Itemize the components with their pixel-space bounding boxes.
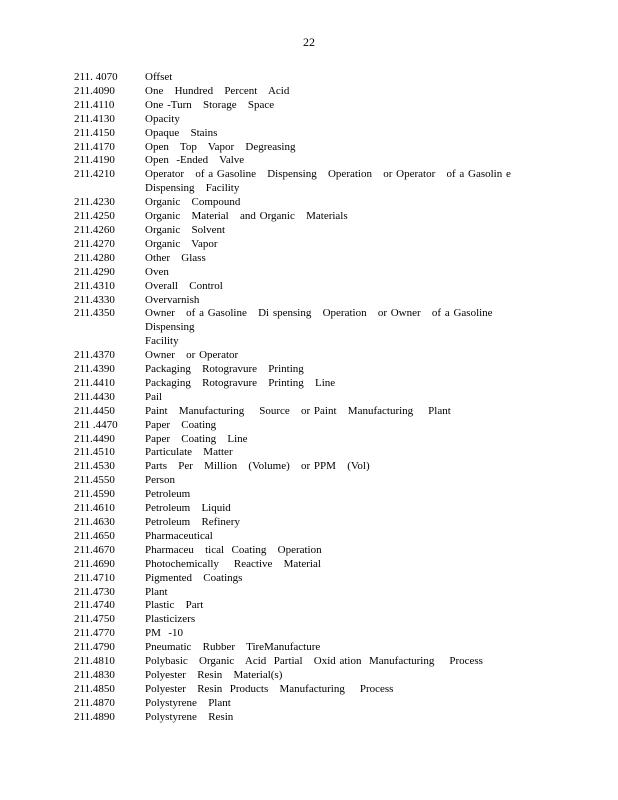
section-title <box>145 405 544 419</box>
section-row <box>74 349 544 363</box>
section-title-line: Plant <box>145 585 168 598</box>
section-number: 211.4870 <box>74 696 115 709</box>
section-row <box>74 405 544 419</box>
section-row <box>74 544 544 558</box>
section-title-line: Polyester Resin Products Manufacturing Process <box>145 682 394 695</box>
section-row <box>74 266 544 280</box>
section-title <box>145 641 544 655</box>
section-title-line: Dispensing Facility <box>145 182 240 195</box>
section-row <box>74 280 544 294</box>
section-number: 211.4110 <box>74 98 115 111</box>
section-number: 211 .4470 <box>74 418 118 431</box>
section-title <box>145 377 544 391</box>
section-title-line: Organic Compound <box>145 196 241 209</box>
section-row <box>74 627 544 641</box>
section-title-line: Overall Control <box>145 279 223 292</box>
section-row <box>74 599 544 613</box>
section-number: 211.4450 <box>74 404 115 417</box>
section-number: 211.4740 <box>74 599 115 612</box>
section-title <box>145 391 544 405</box>
section-row <box>74 460 544 474</box>
section-number: 211.4510 <box>74 446 115 459</box>
section-title <box>145 683 544 697</box>
section-number: 211.4710 <box>74 571 115 584</box>
section-title-line: Owner or Operator <box>145 349 239 362</box>
section-row <box>74 196 544 210</box>
section-title-line: Pneumatic Rubber TireManufacture <box>145 641 321 654</box>
section-row <box>74 641 544 655</box>
section-title <box>145 446 544 460</box>
section-title <box>145 224 544 238</box>
section-title-line: Operator of a Gasoline Dispensing Operation or Operator of a Gasolin e <box>145 168 511 181</box>
section-title-line: Packaging Rotogravure Printing <box>145 363 304 376</box>
section-number: 211.4210 <box>74 168 115 181</box>
section-number: 211.4130 <box>74 112 115 125</box>
section-title <box>145 460 544 474</box>
section-title-line: Pigmented Coatings <box>145 571 243 584</box>
section-number: 211.4270 <box>74 237 115 250</box>
section-title-line: Plasticizers <box>145 613 196 626</box>
section-title <box>145 419 544 433</box>
section-title <box>145 627 544 641</box>
section-row <box>74 419 544 433</box>
section-title <box>145 307 544 349</box>
section-title-line: Organic Solvent <box>145 223 226 236</box>
section-title-line: Petroleum Refinery <box>145 516 240 528</box>
section-number: 211.4630 <box>74 516 115 528</box>
section-number: 211.4550 <box>74 474 115 487</box>
section-row <box>74 711 544 725</box>
section-title <box>145 127 544 141</box>
section-title <box>145 544 544 558</box>
section-row <box>74 391 544 405</box>
section-title-line: Other Glass <box>145 251 206 264</box>
section-number: 211.4750 <box>74 613 115 626</box>
section-row <box>74 446 544 460</box>
section-title <box>145 71 544 85</box>
section-title <box>145 697 544 711</box>
section-title <box>145 154 544 168</box>
section-row <box>74 669 544 683</box>
section-number: 211.4090 <box>74 84 115 97</box>
section-title-line: Pharmaceutical <box>145 529 213 542</box>
section-title <box>145 196 544 210</box>
section-title <box>145 586 544 600</box>
section-title <box>145 238 544 252</box>
section-row <box>74 154 544 168</box>
section-title-line: Polystyrene Plant <box>145 696 231 709</box>
section-title <box>145 502 544 516</box>
section-row <box>74 530 544 544</box>
section-row <box>74 586 544 600</box>
section-number: 211.4350 <box>74 307 115 320</box>
section-number: 211.4330 <box>74 293 115 306</box>
section-number: 211.4730 <box>74 585 115 598</box>
section-row <box>74 433 544 447</box>
section-title-line: Particulate Matter <box>145 446 233 459</box>
section-row <box>74 697 544 711</box>
section-title-line: Paper Coating <box>145 418 217 431</box>
section-row <box>74 502 544 516</box>
section-title-line: Pail <box>145 390 163 403</box>
section-number: 211.4530 <box>74 460 115 473</box>
section-number: 211.4490 <box>74 432 115 445</box>
section-title <box>145 168 544 196</box>
section-number: 211. 4070 <box>74 71 118 83</box>
section-row <box>74 85 544 99</box>
section-title <box>145 474 544 488</box>
section-row <box>74 474 544 488</box>
section-title <box>145 99 544 113</box>
section-title <box>145 363 544 377</box>
section-row <box>74 683 544 697</box>
section-number: 211.4260 <box>74 223 115 236</box>
section-row <box>74 558 544 572</box>
section-title <box>145 85 544 99</box>
section-row <box>74 252 544 266</box>
section-title <box>145 210 544 224</box>
section-row <box>74 238 544 252</box>
section-title-line: Polybasic Organic Acid Partial Oxid ation Manufacturing Process <box>145 655 483 668</box>
section-title-line: Pharmaceu tical Coating Operation <box>145 543 322 556</box>
section-number: 211.4390 <box>74 363 115 376</box>
section-title <box>145 655 544 669</box>
section-title-line: Opacity <box>145 112 180 125</box>
section-row <box>74 141 544 155</box>
section-title-line: Person <box>145 474 175 487</box>
section-row <box>74 294 544 308</box>
section-number: 211.4190 <box>74 154 115 167</box>
section-row <box>74 377 544 391</box>
section-title-line: One -Turn Storage Space <box>145 98 275 111</box>
section-row <box>74 210 544 224</box>
section-number: 211.4230 <box>74 196 115 209</box>
section-number: 211.4280 <box>74 251 115 264</box>
section-title-line: One Hundred Percent Acid <box>145 84 290 97</box>
section-title-line: Packaging Rotogravure Printing Line <box>145 376 336 389</box>
section-title-line: Open -Ended Valve <box>145 154 245 167</box>
section-title-line: Petroleum Liquid <box>145 502 231 515</box>
section-row <box>74 307 544 349</box>
section-number: 211.4170 <box>74 140 115 153</box>
section-number: 211.4310 <box>74 279 115 292</box>
section-number: 211.4770 <box>74 627 115 640</box>
section-title <box>145 280 544 294</box>
section-title <box>145 349 544 363</box>
section-number: 211.4890 <box>74 710 115 723</box>
section-title-line: Paint Manufacturing Source or Paint Manufacturing Plant <box>145 404 451 417</box>
section-row <box>74 71 544 85</box>
section-row <box>74 488 544 502</box>
section-title-line: Organic Vapor <box>145 237 218 250</box>
section-number: 211.4830 <box>74 668 115 681</box>
section-title <box>145 572 544 586</box>
section-title <box>145 599 544 613</box>
section-title <box>145 613 544 627</box>
section-number: 211.4810 <box>74 655 115 668</box>
section-number: 211.4650 <box>74 529 115 542</box>
section-number: 211.4370 <box>74 349 115 362</box>
section-row <box>74 99 544 113</box>
section-title-line: Oven <box>145 265 169 278</box>
section-title-line: Parts Per Million (Volume) or PPM (Vol) <box>145 460 370 473</box>
section-title <box>145 558 544 572</box>
section-title-line: Polystyrene Resin <box>145 710 234 723</box>
section-row <box>74 516 544 530</box>
section-number: 211.4670 <box>74 543 115 556</box>
section-title-line: Paper Coating Line <box>145 432 248 445</box>
section-title <box>145 711 544 725</box>
section-row <box>74 363 544 377</box>
section-row <box>74 224 544 238</box>
section-number: 211.4290 <box>74 265 115 278</box>
section-title <box>145 516 544 530</box>
section-title-line: Open Top Vapor Degreasing <box>145 140 296 153</box>
section-title-line: Facility <box>145 335 179 348</box>
section-row <box>74 113 544 127</box>
section-title-line: Polyester Resin Material(s) <box>145 668 283 681</box>
section-title <box>145 266 544 280</box>
section-title-line: Owner of a Gasoline Di spensing Operation or Owner of a Gasoline Dispensing <box>145 307 504 334</box>
section-number: 211.4790 <box>74 641 115 654</box>
section-title-line: Organic Material and Organic Materials <box>145 210 348 223</box>
section-row <box>74 127 544 141</box>
section-title <box>145 488 544 502</box>
section-title <box>145 530 544 544</box>
section-title <box>145 433 544 447</box>
section-number: 211.4690 <box>74 557 115 570</box>
section-row <box>74 613 544 627</box>
section-title <box>145 669 544 683</box>
section-number: 211.4850 <box>74 682 115 695</box>
section-title <box>145 141 544 155</box>
section-title <box>145 113 544 127</box>
section-title-line: Offset <box>145 71 173 83</box>
section-title-line: Petroleum <box>145 488 191 501</box>
section-title-line: Opaque Stains <box>145 126 218 139</box>
page-number: 22 <box>303 35 315 49</box>
section-row <box>74 572 544 586</box>
section-number: 211.4410 <box>74 376 115 389</box>
section-title <box>145 294 544 308</box>
section-number: 211.4250 <box>74 210 115 223</box>
section-number: 211.4150 <box>74 126 115 139</box>
section-row <box>74 655 544 669</box>
section-title-line: Plastic Part <box>145 599 204 612</box>
section-title-line: Overvarnish <box>145 293 200 306</box>
section-list <box>74 71 544 725</box>
section-title-line: Photochemically Reactive Material <box>145 557 321 570</box>
section-number: 211.4590 <box>74 488 115 501</box>
section-title-line: PM -10 <box>145 627 184 640</box>
section-row <box>74 168 544 196</box>
section-number: 211.4610 <box>74 502 115 515</box>
section-title <box>145 252 544 266</box>
section-number: 211.4430 <box>74 390 115 403</box>
